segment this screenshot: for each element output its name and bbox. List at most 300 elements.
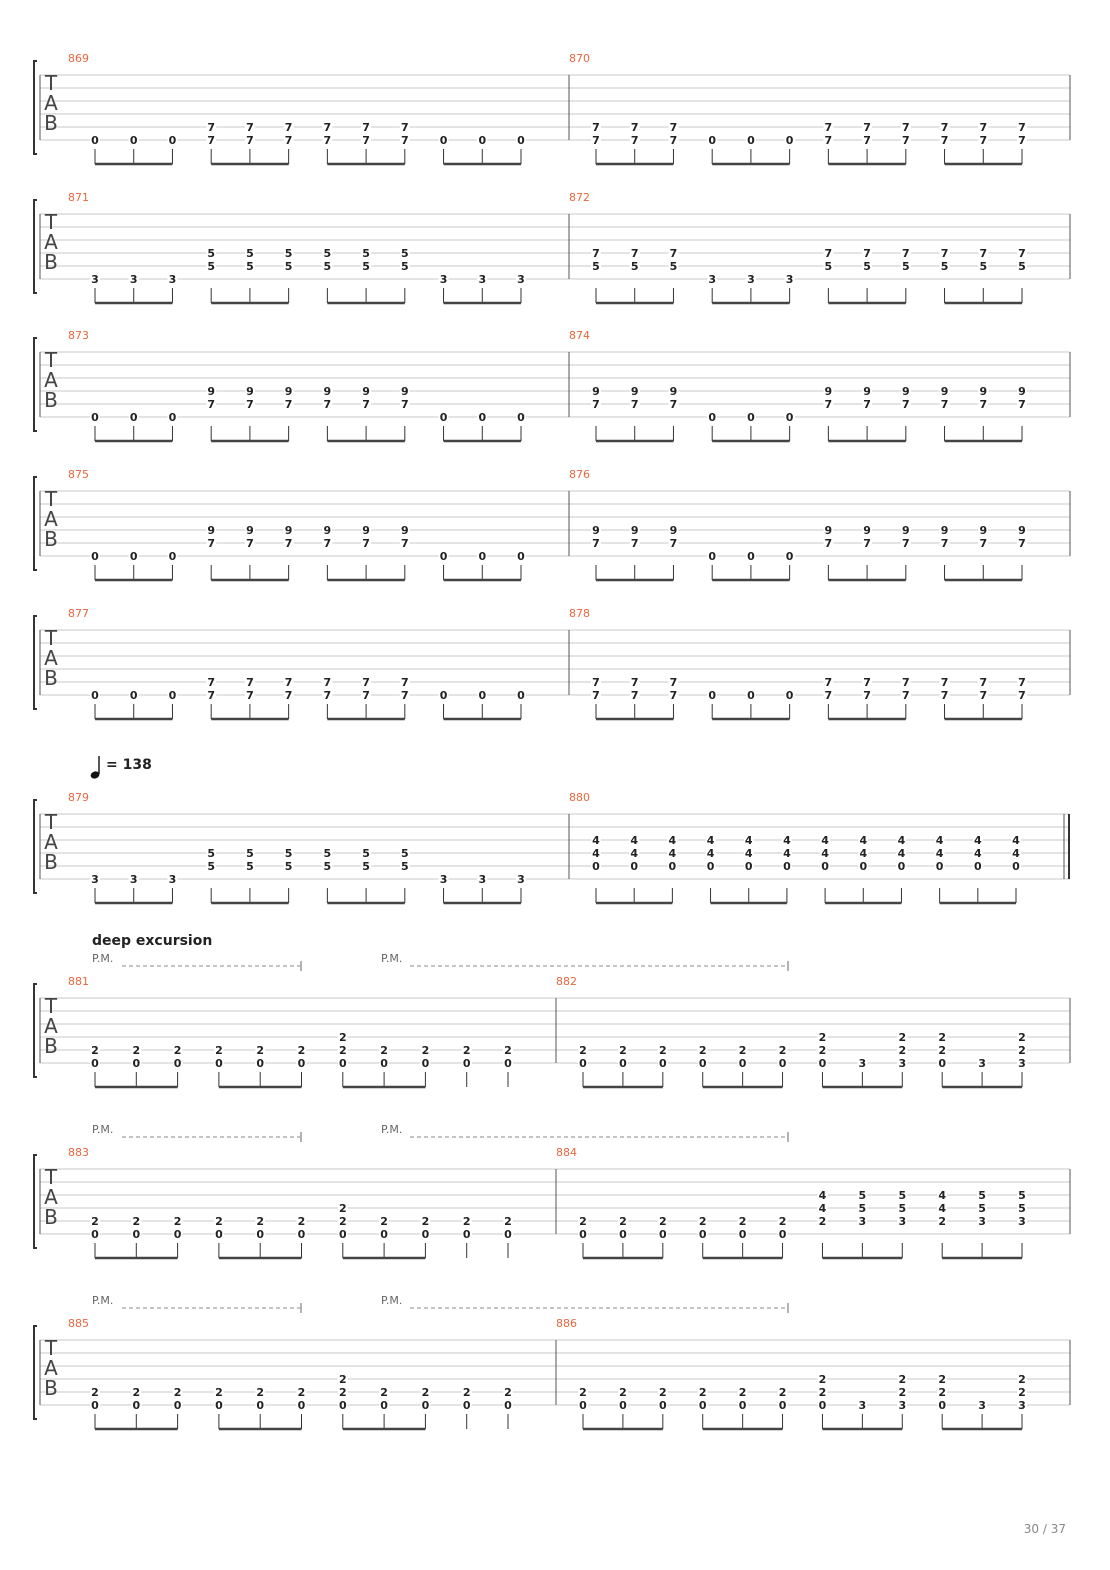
fret-number: 3 [168,873,177,886]
fret-number: 5 [979,260,988,273]
tab-clef-letter: B [44,111,58,135]
fret-number: 7 [592,247,600,260]
fret-number: 0 [658,1228,667,1241]
fret-number: 3 [978,1399,986,1412]
tab-clef-letter: B [44,850,58,874]
fret-number: 2 [898,1031,907,1044]
fret-number: 0 [785,411,794,424]
measure-number: 885 [68,1317,89,1330]
tempo-marking [90,756,152,780]
fret-number: 5 [323,860,332,873]
system-bracket [34,1155,37,1248]
fret-number: 7 [207,398,216,411]
fret-number: 7 [323,398,332,411]
tab-system [34,191,1070,303]
fret-number: 0 [338,1228,347,1241]
fret-number: 7 [940,121,949,134]
fret-number: 7 [863,121,871,134]
palm-mute-label: P.M. [92,1123,114,1136]
fret-number: 9 [630,385,639,398]
fret-number: 9 [901,385,910,398]
fret-number: 9 [630,524,639,537]
fret-number: 4 [859,847,868,860]
fret-number: 7 [940,537,949,550]
fret-number: 9 [323,385,332,398]
fret-number: 3 [978,1057,986,1070]
fret-number: 7 [669,398,678,411]
fret-number: 2 [738,1044,747,1057]
fret-number: 7 [1018,676,1026,689]
fret-number: 9 [940,524,949,537]
fret-number: 7 [207,689,216,702]
measure-number: 884 [556,1146,577,1159]
fret-number: 2 [297,1215,306,1228]
tab-clef-letter: T [44,487,58,511]
fret-number: 0 [215,1399,223,1412]
fret-number: 0 [738,1228,747,1241]
fret-number: 2 [173,1386,182,1399]
fret-number: 2 [1018,1031,1026,1044]
fret-number: 7 [207,676,216,689]
system-bracket [34,61,37,154]
fret-number: 3 [517,273,525,286]
fret-number: 7 [592,537,600,550]
fret-number: 0 [91,1399,99,1412]
fret-number: 0 [439,550,448,563]
tab-clef-letter: T [44,1165,58,1189]
measure-number: 880 [569,791,590,804]
measure-number: 869 [68,52,89,65]
fret-number: 2 [380,1386,388,1399]
fret-number: 2 [421,1215,430,1228]
measure-number: 883 [68,1146,89,1159]
fret-number: 2 [938,1215,947,1228]
fret-number: 9 [362,524,370,537]
fret-number: 7 [400,689,409,702]
fret-number: 2 [818,1044,827,1057]
fret-number: 0 [132,1399,141,1412]
fret-number: 5 [207,847,216,860]
fret-number: 7 [669,134,678,147]
fret-number: 7 [901,121,910,134]
fret-number: 4 [783,847,791,860]
fret-number: 2 [462,1386,471,1399]
fret-number: 2 [132,1044,141,1057]
fret-number: 5 [400,260,409,273]
fret-number: 0 [129,134,138,147]
fret-number: 0 [168,550,177,563]
fret-number: 0 [619,1228,627,1241]
tab-clef-letter: B [44,388,58,412]
fret-number: 5 [1018,1189,1026,1202]
fret-number: 5 [284,260,293,273]
fret-number: 7 [863,689,871,702]
fret-number: 7 [863,398,871,411]
fret-number: 7 [1018,398,1026,411]
fret-number: 7 [669,537,678,550]
fret-number: 3 [129,873,138,886]
fret-number: 7 [979,689,988,702]
fret-number: 7 [323,676,332,689]
fret-number: 7 [323,121,332,134]
fret-number: 4 [630,834,639,847]
fret-number: 5 [246,247,254,260]
fret-number: 0 [504,1399,512,1412]
fret-number: 7 [284,134,293,147]
fret-number: 0 [215,1228,223,1241]
fret-number: 0 [747,689,755,702]
fret-number: 3 [439,873,448,886]
fret-number: 5 [362,847,370,860]
fret-number: 5 [858,1202,867,1215]
fret-number: 0 [973,860,982,873]
fret-number: 7 [400,134,409,147]
fret-number: 5 [978,1202,986,1215]
fret-number: 7 [630,247,639,260]
fret-number: 0 [504,1228,512,1241]
fret-number: 4 [668,834,677,847]
fret-number: 7 [246,676,254,689]
fret-number: 0 [91,1057,99,1070]
fret-number: 7 [863,134,871,147]
system-bracket [34,616,37,709]
palm-mute-label: P.M. [92,952,114,965]
fret-number: 0 [897,860,906,873]
fret-number: 0 [859,860,868,873]
fret-number: 3 [517,873,525,886]
fret-number: 9 [400,385,409,398]
fret-number: 7 [979,134,988,147]
fret-number: 0 [744,860,753,873]
fret-number: 7 [284,121,293,134]
fret-number: 0 [579,1057,587,1070]
system-bracket [34,984,37,1077]
fret-number: 0 [462,1399,471,1412]
fret-number: 0 [462,1228,471,1241]
fret-number: 0 [592,860,600,873]
fret-number: 0 [129,411,138,424]
fret-number: 2 [619,1215,627,1228]
fret-number: 0 [698,1228,707,1241]
fret-number: 9 [863,524,871,537]
fret-number: 7 [669,247,678,260]
fret-number: 4 [821,834,829,847]
fret-number: 2 [698,1044,707,1057]
fret-number: 4 [897,847,906,860]
fret-number: 0 [91,411,99,424]
fret-number: 5 [323,847,332,860]
fret-number: 2 [938,1386,947,1399]
measure-number: 875 [68,468,89,481]
fret-number: 2 [818,1373,827,1386]
fret-number: 5 [284,847,293,860]
fret-number: 2 [658,1386,667,1399]
fret-number: 2 [938,1373,947,1386]
fret-number: 2 [173,1044,182,1057]
fret-number: 4 [744,847,753,860]
fret-number: 7 [323,537,332,550]
fret-number: 7 [246,537,254,550]
tab-clef-letter: A [44,1014,58,1038]
fret-number: 7 [824,676,833,689]
fret-number: 7 [630,398,639,411]
fret-number: 5 [400,247,409,260]
fret-number: 7 [246,134,254,147]
fret-number: 0 [421,1228,430,1241]
fret-number: 2 [579,1386,587,1399]
tab-clef-letter: T [44,71,58,95]
fret-number: 7 [863,676,871,689]
fret-number: 0 [818,1057,827,1070]
fret-number: 0 [517,411,525,424]
palm-mute-label: P.M. [381,1123,403,1136]
fret-number: 3 [785,273,794,286]
fret-number: 5 [207,260,216,273]
fret-number: 3 [858,1057,867,1070]
fret-number: 9 [592,524,600,537]
fret-number: 2 [132,1215,141,1228]
fret-number: 0 [778,1057,787,1070]
tab-clef-letter: A [44,830,58,854]
fret-number: 7 [246,398,254,411]
tab-clef-letter: A [44,368,58,392]
fret-number: 3 [129,273,138,286]
fret-number: 5 [940,260,949,273]
fret-number: 3 [898,1399,907,1412]
tab-system [34,607,1070,719]
fret-number: 5 [207,247,216,260]
fret-number: 7 [979,398,988,411]
fret-number: 9 [400,524,409,537]
fret-number: 5 [592,260,600,273]
fret-number: 4 [938,1189,947,1202]
fret-number: 7 [362,398,370,411]
fret-number: 2 [504,1215,512,1228]
fret-number: 7 [1018,121,1026,134]
fret-number: 5 [1018,260,1026,273]
fret-number: 7 [400,398,409,411]
fret-number: 5 [323,260,332,273]
fret-number: 7 [207,134,216,147]
fret-number: 0 [168,689,177,702]
fret-number: 2 [421,1386,430,1399]
fret-number: 0 [478,689,487,702]
fret-number: 7 [669,689,678,702]
fret-number: 7 [284,398,293,411]
fret-number: 9 [592,385,600,398]
measure-number: 879 [68,791,89,804]
tab-system [34,468,1070,580]
palm-mute-group [92,1123,788,1142]
tab-system [34,329,1070,441]
fret-number: 2 [658,1044,667,1057]
measure-number: 874 [569,329,590,342]
fret-number: 0 [658,1399,667,1412]
fret-number: 2 [778,1044,787,1057]
fret-number: 2 [173,1215,182,1228]
fret-number: 5 [246,260,254,273]
fret-number: 0 [517,689,525,702]
page-number: 30 / 37 [1023,1522,1066,1536]
fret-number: 0 [338,1399,347,1412]
fret-number: 3 [1018,1399,1026,1412]
fret-number: 9 [207,385,216,398]
tab-clef-letter: B [44,1205,58,1229]
fret-number: 0 [380,1399,388,1412]
fret-number: 7 [863,537,871,550]
fret-number: 4 [706,834,715,847]
fret-number: 2 [338,1031,347,1044]
fret-number: 9 [979,524,988,537]
measure-number: 872 [569,191,590,204]
palm-mute-label: P.M. [92,1294,114,1307]
fret-number: 9 [669,385,678,398]
measure-number: 878 [569,607,590,620]
fret-number: 3 [1018,1057,1026,1070]
fret-number: 7 [1018,689,1026,702]
fret-number: 0 [478,550,487,563]
fret-number: 9 [323,524,332,537]
fret-number: 7 [362,121,370,134]
fret-number: 2 [1018,1044,1026,1057]
fret-number: 3 [708,273,717,286]
fret-number: 4 [744,834,753,847]
fret-number: 0 [818,1399,827,1412]
fret-number: 7 [940,689,949,702]
fret-number: 7 [284,537,293,550]
fret-number: 2 [938,1031,947,1044]
tab-clef-letter: A [44,646,58,670]
section-text: deep excursion [92,933,213,949]
tab-clef-letter: T [44,210,58,234]
fret-number: 2 [91,1044,99,1057]
fret-number: 0 [439,411,448,424]
fret-number: 7 [284,689,293,702]
measure-number: 876 [569,468,590,481]
tab-clef-letter: B [44,250,58,274]
fret-number: 9 [246,524,254,537]
fret-number: 7 [630,689,639,702]
fret-number: 0 [708,134,717,147]
fret-number: 7 [824,247,833,260]
fret-number: 4 [668,847,677,860]
fret-number: 2 [338,1386,347,1399]
fret-number: 2 [380,1044,388,1057]
fret-number: 4 [935,847,944,860]
fret-number: 0 [168,411,177,424]
fret-number: 2 [579,1215,587,1228]
fret-number: 7 [940,134,949,147]
fret-number: 7 [207,537,216,550]
fret-number: 4 [1012,834,1020,847]
fret-number: 9 [362,385,370,398]
tab-clef-letter: B [44,1376,58,1400]
fret-number: 2 [380,1215,388,1228]
fret-number: 2 [778,1215,787,1228]
fret-number: 2 [818,1031,827,1044]
fret-number: 0 [380,1057,388,1070]
fret-number: 7 [940,398,949,411]
fret-number: 7 [630,121,639,134]
fret-number: 0 [785,689,794,702]
measure-number: 882 [556,975,577,988]
tab-clef-letter: T [44,810,58,834]
fret-number: 5 [284,247,293,260]
fret-number: 2 [1018,1386,1026,1399]
fret-number: 7 [400,121,409,134]
fret-number: 5 [898,1202,907,1215]
fret-number: 0 [517,550,525,563]
fret-number: 7 [323,134,332,147]
fret-number: 5 [362,260,370,273]
fret-number: 0 [517,134,525,147]
fret-number: 7 [323,689,332,702]
fret-number: 9 [207,524,216,537]
fret-number: 5 [362,860,370,873]
fret-number: 2 [338,1044,347,1057]
system-bracket [34,200,37,293]
tab-clef-letter: A [44,230,58,254]
tab-clef-letter: T [44,348,58,372]
tempo-value: = 138 [106,757,152,773]
fret-number: 9 [979,385,988,398]
fret-number: 5 [901,260,910,273]
fret-number: 0 [658,1057,667,1070]
fret-number: 4 [592,847,600,860]
fret-number: 0 [935,860,944,873]
fret-number: 0 [706,860,715,873]
tab-clef-letter: B [44,527,58,551]
fret-number: 0 [462,1057,471,1070]
fret-number: 0 [785,550,794,563]
fret-number: 0 [778,1399,787,1412]
fret-number: 3 [858,1215,867,1228]
fret-number: 7 [592,676,600,689]
system-bracket [34,800,37,893]
fret-number: 0 [91,134,99,147]
fret-number: 7 [940,676,949,689]
fret-number: 0 [747,411,755,424]
fret-number: 3 [858,1399,867,1412]
fret-number: 7 [979,676,988,689]
fret-number: 2 [818,1386,827,1399]
fret-number: 7 [824,537,833,550]
fret-number: 0 [215,1057,223,1070]
tab-clef-letter: B [44,666,58,690]
fret-number: 0 [778,1228,787,1241]
fret-number: 0 [91,689,99,702]
fret-number: 7 [207,121,216,134]
fret-number: 0 [630,860,639,873]
tab-clef-letter: A [44,1356,58,1380]
fret-number: 7 [630,676,639,689]
fret-number: 0 [173,1399,182,1412]
measure-number: 873 [68,329,89,342]
fret-number: 5 [863,260,871,273]
fret-number: 2 [738,1386,747,1399]
fret-number: 7 [1018,134,1026,147]
fret-number: 7 [824,398,833,411]
fret-number: 4 [592,834,600,847]
fret-number: 0 [938,1399,947,1412]
fret-number: 0 [91,550,99,563]
fret-number: 4 [818,1202,827,1215]
fret-number: 3 [898,1215,907,1228]
fret-number: 0 [504,1057,512,1070]
fret-number: 0 [579,1399,587,1412]
fret-number: 2 [215,1044,223,1057]
fret-number: 7 [362,537,370,550]
